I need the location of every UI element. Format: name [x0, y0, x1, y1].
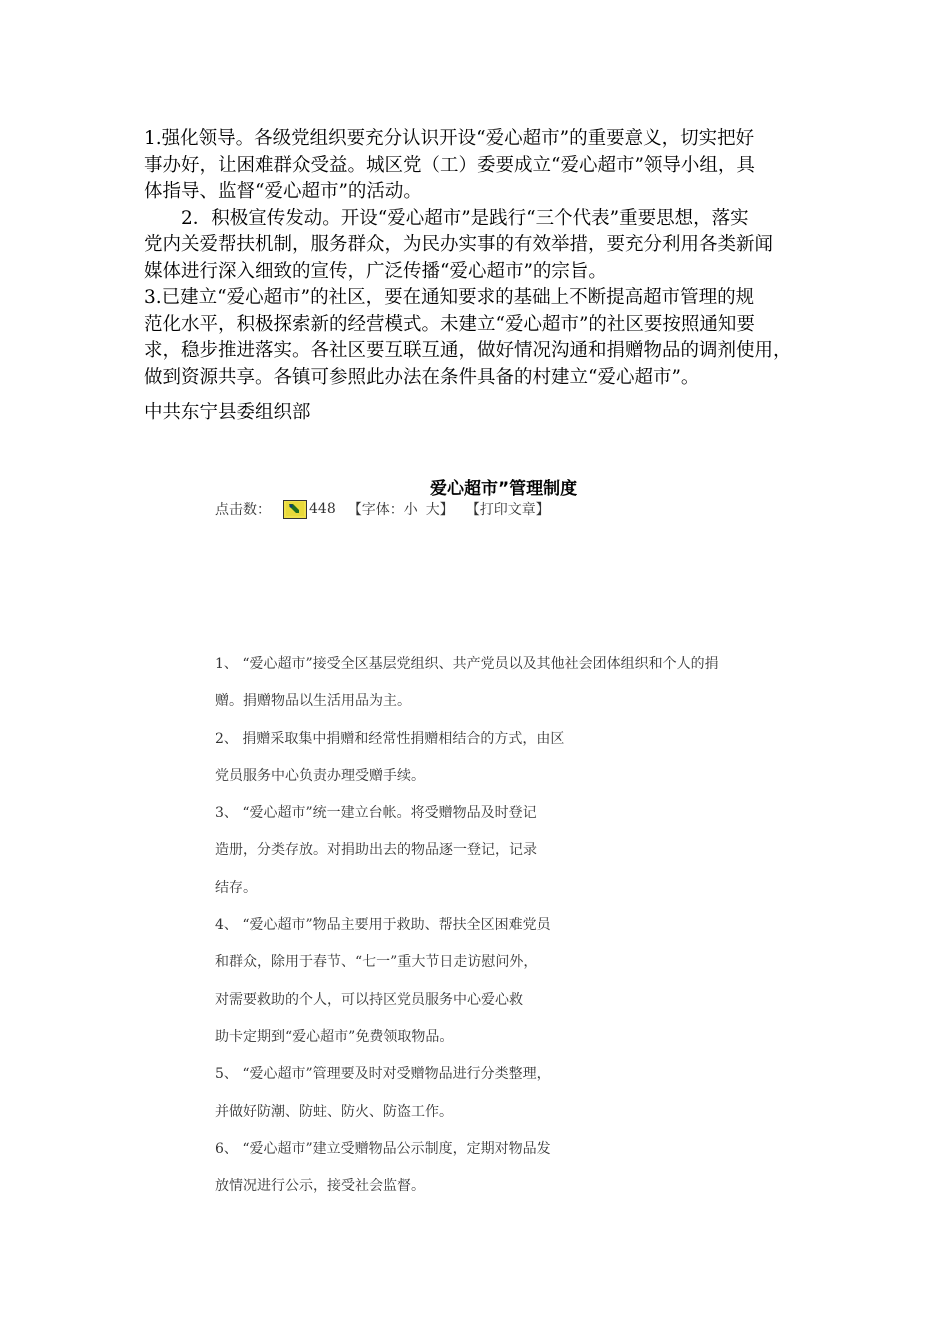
paragraph-line: 党内关爱帮扶机制，服务群众，为民办实事的有效举措，要充分利用各类新闻: [144, 234, 774, 255]
organization-signature: 中共东宁县委组织部: [144, 402, 311, 423]
paragraph-line: 范化水平，积极探索新的经营模式。未建立“爱心超市”的社区要按照通知要: [144, 313, 755, 335]
rule-line: 助卡定期到“爱心超市”免费领取物品。: [215, 1028, 454, 1045]
rule-line: 对需要救助的个人，可以持区党员服务中心爱心救: [215, 991, 523, 1008]
paragraph-line: 3.已建立“爱心超市”的社区，要在通知要求的基础上不断提高超市管理的规: [144, 287, 755, 308]
paragraph-line: 求，稳步推进落实。各社区要互联互通，做好情况沟通和捐赠物品的调剂使用，: [144, 340, 792, 361]
rule-line: 3、 “爱心超市”统一建立台帐。将受赠物品及时登记: [215, 805, 537, 822]
paragraph-line: 2．积极宣传发动。开设“爱心超市”是践行“三个代表”重要思想，落实: [181, 207, 749, 229]
font-small-link[interactable]: 小: [403, 502, 418, 518]
article-meta-bar: [215, 498, 550, 520]
font-size-prefix: 【字体：: [347, 502, 404, 518]
paragraph-line: 媒体进行深入细致的宣传，广泛传播“爱心超市”的宗旨。: [144, 260, 607, 282]
rule-line: 结存。: [215, 879, 257, 896]
font-large-link[interactable]: 大: [425, 502, 440, 518]
paragraph-line: 做到资源共享。各镇可参照此办法在条件具备的村建立“爱心超市”。: [144, 366, 700, 388]
rule-line: 4、 “爱心超市”物品主要用于救助、帮扶全区困难党员: [215, 917, 551, 934]
paragraph-line: 1.强化领导。各级党组织要充分认识开设“爱心超市”的重要意义，切实把好: [144, 128, 755, 149]
rule-line: 5、 “爱心超市”管理要及时对受赠物品进行分类整理，: [215, 1066, 551, 1083]
article-title: 爱心超市”管理制度: [430, 479, 578, 499]
hits-count: 448: [309, 501, 336, 517]
rule-line: 造册，分类存放。对捐助出去的物品逐一登记，记录: [215, 842, 537, 859]
rule-line: 放情况进行公示，接受社会监督。: [215, 1178, 425, 1195]
rule-line: 和群众，除用于春节、“七一”重大节日走访慰问外，: [215, 954, 538, 971]
print-article-link[interactable]: 【打印文章】: [465, 502, 550, 518]
rule-line: 党员服务中心负责办理受赠手续。: [215, 767, 425, 784]
intro-section: [144, 126, 808, 391]
hits-label: 点击数：: [215, 502, 271, 518]
rules-list: [215, 646, 719, 1205]
rule-line: 6、 “爱心超市”建立受赠物品公示制度，定期对物品发: [215, 1140, 551, 1157]
rule-line: 2、 捐赠采取集中捐赠和经常性捐赠相结合的方式，由区: [215, 730, 565, 747]
hit-counter-icon: [283, 500, 307, 519]
paragraph-line: 事办好，让困难群众受益。城区党（工）委要成立“爱心超市”领导小组，具: [144, 154, 755, 176]
rule-line: 赠。捐赠物品以生活用品为主。: [215, 693, 411, 710]
rule-line: 1、 “爱心超市”接受全区基层党组织、共产党员以及其他社会团体组织和个人的捐: [215, 656, 719, 672]
paragraph-line: 体指导、监督“爱心超市”的活动。: [144, 181, 422, 202]
rule-line: 并做好防潮、防蛀、防火、防盗工作。: [215, 1103, 453, 1120]
font-size-suffix: 】: [439, 502, 454, 518]
